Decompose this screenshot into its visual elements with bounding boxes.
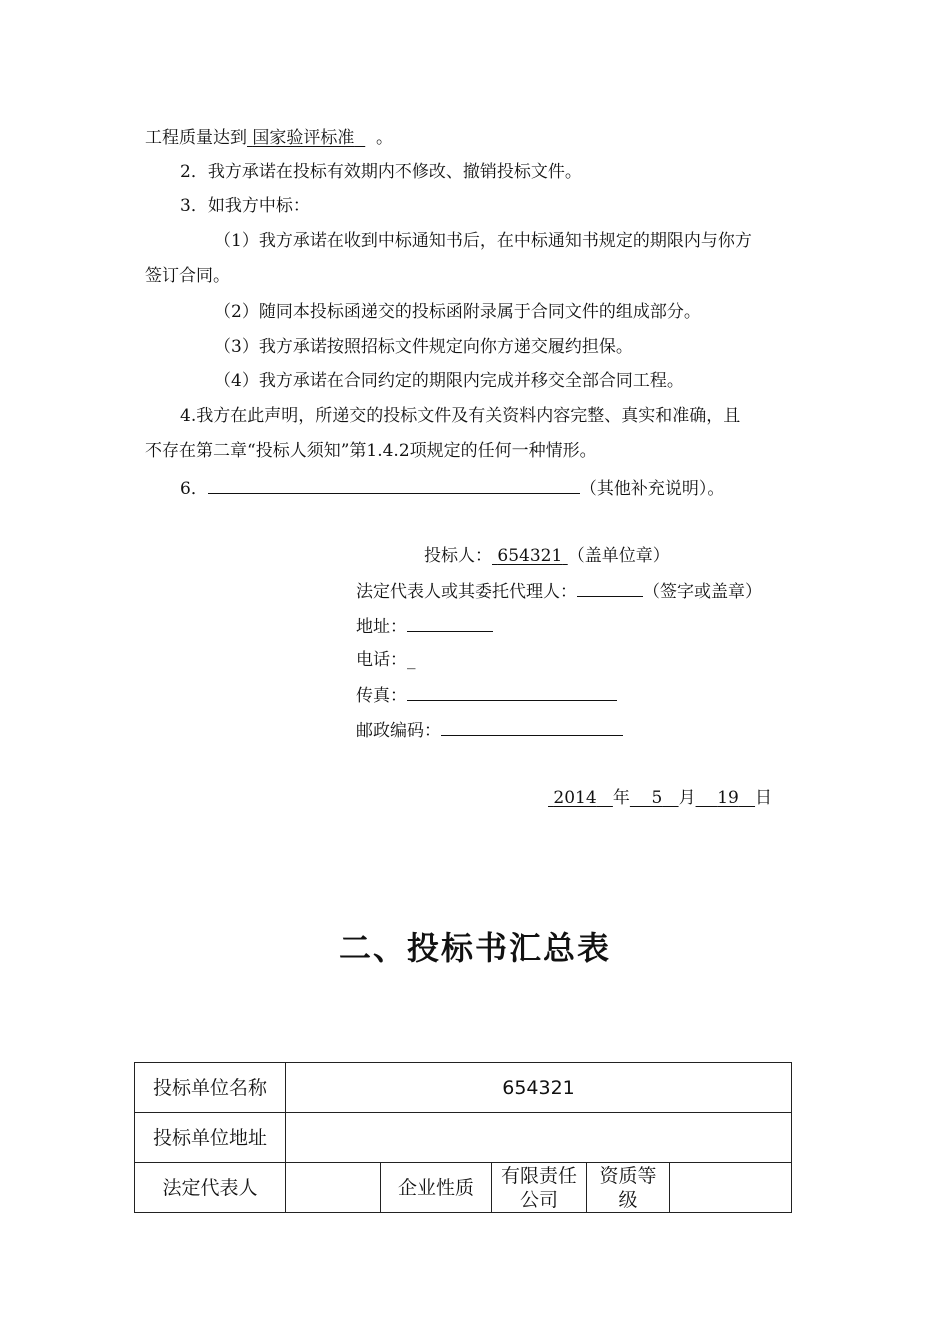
legal-rep-label: 法定代表人 bbox=[135, 1163, 286, 1213]
quality-prefix: 工程质量达到 bbox=[145, 128, 247, 148]
address-blank[interactable] bbox=[407, 615, 493, 632]
name-label: 投标单位名称 bbox=[135, 1063, 286, 1113]
postcode-blank[interactable] bbox=[441, 719, 623, 736]
phone-line: 电话：_ bbox=[356, 650, 416, 670]
table-row bbox=[135, 1113, 792, 1163]
quality-line bbox=[145, 128, 393, 148]
item-3-3: （3）我方承诺按照招标文件规定向你方递交履约担保。 bbox=[214, 337, 633, 357]
item-2: 2．我方承诺在投标有效期内不修改、撤销投标文件。 bbox=[180, 162, 582, 182]
date-day: 19 bbox=[717, 788, 739, 808]
qualification-value[interactable] bbox=[670, 1163, 792, 1213]
table-row bbox=[135, 1063, 792, 1113]
item-6: 6． （其他补充说明）。 bbox=[180, 479, 725, 499]
phone-value: _ bbox=[407, 650, 416, 670]
quality-value: 国家验评标准 bbox=[252, 128, 355, 148]
item-4b: 不存在第二章“投标人须知”第1.4.2项规定的任何一种情形。 bbox=[145, 441, 597, 461]
date-month: 5 bbox=[651, 788, 663, 808]
item-4a: 4.我方在此声明，所递交的投标文件及有关资料内容完整、真实和准确，且 bbox=[180, 406, 741, 426]
item-3: 3．如我方中标： bbox=[180, 196, 310, 216]
bidder-label: 投标人： bbox=[424, 546, 492, 566]
name-value[interactable]: 654321 bbox=[286, 1063, 792, 1113]
fax-blank[interactable] bbox=[407, 684, 617, 701]
item-3-1a: （1）我方承诺在收到中标通知书后，在中标通知书规定的期限内与你方 bbox=[214, 231, 752, 251]
item-3-2: （2）随同本投标函递交的投标函附录属于合同文件的组成部分。 bbox=[214, 302, 701, 322]
postcode-line: 邮政编码： bbox=[356, 719, 623, 741]
bidder-value: 654321 bbox=[497, 546, 563, 566]
bidder-line bbox=[424, 546, 670, 566]
summary-table bbox=[134, 1062, 792, 1213]
date-year: 2014 bbox=[553, 788, 597, 808]
qualification-label: 资质等级 bbox=[587, 1163, 670, 1213]
item-3-1b: 签订合同。 bbox=[145, 266, 230, 286]
table-row bbox=[135, 1163, 792, 1213]
nature-label: 企业性质 bbox=[381, 1163, 492, 1213]
bidder-suffix: （盖单位章） bbox=[567, 546, 670, 566]
address-value[interactable] bbox=[286, 1113, 792, 1163]
item-6-blank[interactable] bbox=[208, 477, 580, 494]
quality-suffix: 。 bbox=[376, 128, 394, 148]
nature-value[interactable]: 有限责任公司 bbox=[492, 1163, 587, 1213]
fax-line: 传真： bbox=[356, 684, 617, 706]
address-label: 投标单位地址 bbox=[135, 1113, 286, 1163]
address-line: 地址： bbox=[356, 615, 493, 637]
rep-blank[interactable] bbox=[577, 580, 643, 597]
date-line: 2014 年 5 月 19 日 bbox=[548, 788, 772, 808]
rep-line: 法定代表人或其委托代理人： （签字或盖章） bbox=[356, 582, 762, 602]
item-3-4: （4）我方承诺在合同约定的期限内完成并移交全部合同工程。 bbox=[214, 371, 684, 391]
legal-rep-value[interactable] bbox=[286, 1163, 381, 1213]
section-title: 二、投标书汇总表 bbox=[338, 929, 611, 967]
